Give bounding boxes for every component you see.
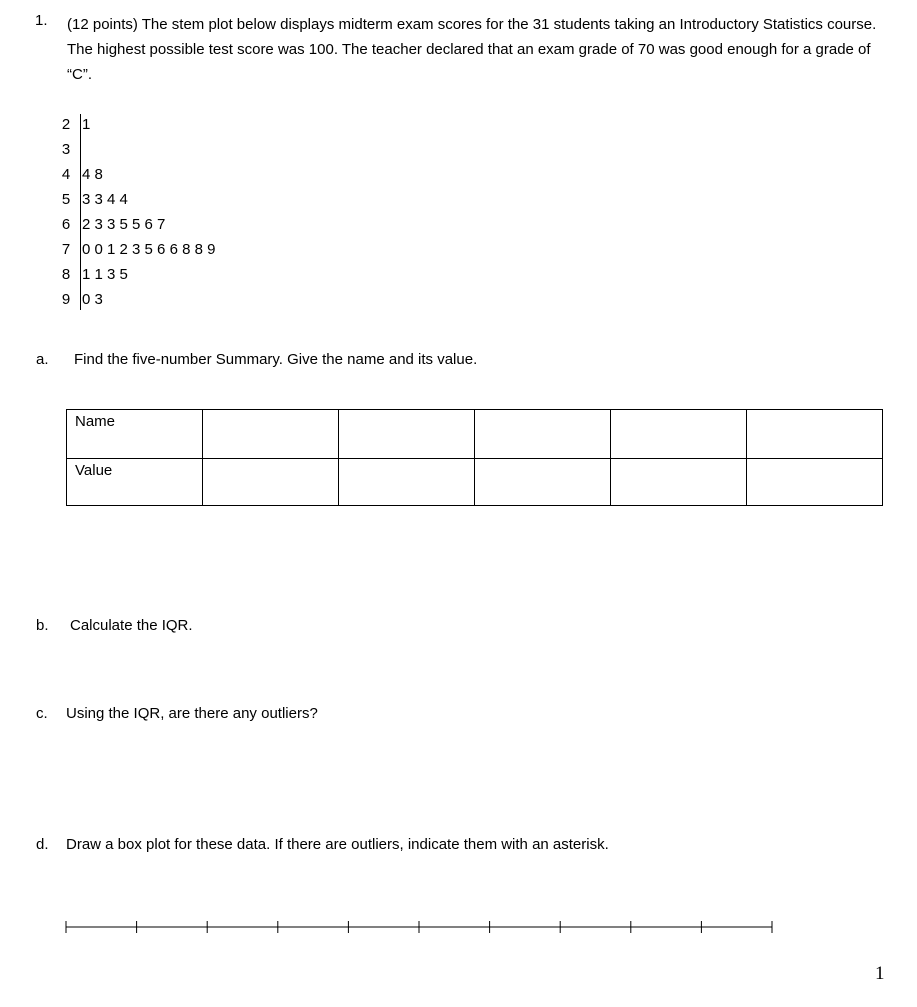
leaf-values: 0 0 1 2 3 5 6 6 8 8 9 — [82, 241, 216, 258]
stem-value: 8 — [61, 266, 71, 283]
part-c-text: Using the IQR, are there any outliers? — [66, 705, 318, 722]
part-a-letter: a. — [36, 351, 49, 368]
part-b-letter: b. — [36, 617, 49, 634]
stem-value: 5 — [61, 191, 71, 208]
leaf-values: 4 8 — [82, 166, 103, 183]
leaf-values: 1 1 3 5 — [82, 266, 128, 283]
name-cell[interactable] — [475, 410, 611, 459]
page-number: 1 — [875, 963, 885, 984]
stem-divider-line — [80, 114, 81, 310]
value-cell[interactable] — [339, 459, 475, 506]
five-number-summary-table — [66, 409, 883, 506]
question-text: (12 points) The stem plot below displays midterm exam scores for the 31 students taking an Introductory Statistics course. The highest possible test score was 100. The teacher declared that an exam grade of 70 was good enough for a grade of “C”. — [67, 16, 877, 83]
stem-value: 6 — [61, 216, 71, 233]
stem-value: 2 — [61, 116, 71, 133]
value-cell[interactable] — [475, 459, 611, 506]
name-cell[interactable] — [339, 410, 475, 459]
leaf-values: 1 — [82, 116, 91, 133]
part-c-letter: c. — [36, 705, 48, 722]
stem-value: 9 — [61, 291, 71, 308]
name-cell[interactable] — [203, 410, 339, 459]
part-d-letter: d. — [36, 836, 49, 853]
value-cell[interactable] — [203, 459, 339, 506]
number-line — [64, 917, 776, 937]
value-cell[interactable] — [611, 459, 747, 506]
value-row-label: Value — [67, 459, 203, 506]
name-row-label: Name — [67, 410, 203, 459]
value-cell[interactable] — [747, 459, 883, 506]
stem-value: 3 — [61, 141, 71, 158]
part-a-text: Find the five-number Summary. Give the name and its value. — [74, 351, 478, 368]
name-cell[interactable] — [611, 410, 747, 459]
leaf-values: 0 3 — [82, 291, 103, 308]
part-d-text: Draw a box plot for these data. If there are outliers, indicate them with an asterisk. — [66, 836, 609, 853]
leaf-values: 3 3 4 4 — [82, 191, 128, 208]
part-b-text: Calculate the IQR. — [70, 617, 193, 634]
question-number: 1. — [35, 12, 48, 29]
stem-value: 4 — [61, 166, 71, 183]
name-cell[interactable] — [747, 410, 883, 459]
stem-value: 7 — [61, 241, 71, 258]
leaf-values: 2 3 3 5 5 6 7 — [82, 216, 166, 233]
